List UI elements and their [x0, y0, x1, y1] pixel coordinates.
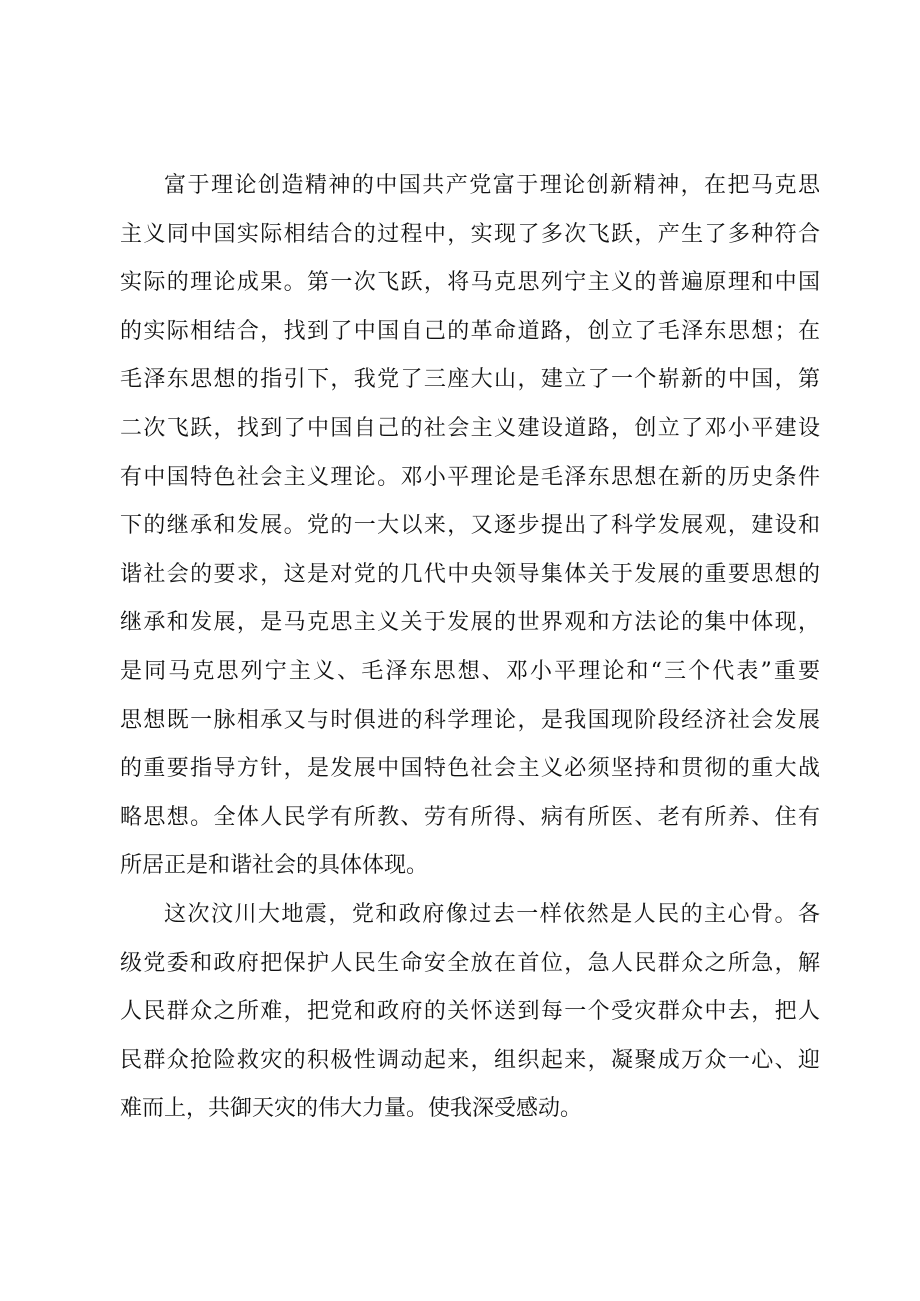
text-line: 富于理论创造精神的中国共产党富于理论创新精神，在把马克思 [164, 173, 820, 198]
text-line: 民群众抢险救灾的积极性调动起来，组织起来，凝聚成万众一心、迎 [120, 1047, 820, 1073]
text-line: 思想既一脉相承又与时俱进的科学理论，是我国现阶段经济社会发展 [120, 707, 820, 733]
text-line: 所居正是和谐社会的具体体现。 [120, 853, 429, 879]
text-line: 谐社会的要求，这是对党的几代中央领导集体关于发展的重要思想的 [120, 561, 820, 587]
text-line: 略思想。全体人民学有所教、劳有所得、病有所医、老有所养、住有 [120, 804, 820, 830]
text-line: 级党委和政府把保护人民生命安全放在首位，急人民群众之所急，解 [120, 950, 820, 976]
text-line: 是同马克思列宁主义、毛泽东思想、邓小平理论和“三个代表”重要 [120, 658, 820, 684]
text-line: 实际的理论成果。第一次飞跃，将马克思列宁主义的普遍原理和中国 [120, 270, 820, 296]
text-line: 主义同中国实际相结合的过程中，实现了多次飞跃，产生了多种符合 [120, 221, 820, 247]
text-line: 难而上，共御天灾的伟大力量。使我深受感动。 [120, 1096, 583, 1122]
paragraph-1 [120, 162, 820, 891]
text-line: 人民群众之所难，把党和政府的关怀送到每一个受灾群众中去，把人 [120, 999, 820, 1025]
paragraph-2 [120, 891, 820, 1134]
text-line: 下的继承和发展。党的一大以来，又逐步提出了科学发展观，建设和 [120, 513, 820, 539]
text-line: 的实际相结合，找到了中国自己的革命道路，创立了毛泽东思想；在 [120, 318, 820, 344]
body-text [120, 162, 820, 1134]
text-line: 继承和发展，是马克思主义关于发展的世界观和方法论的集中体现， [120, 610, 820, 636]
text-line: 这次汶川大地震，党和政府像过去一样依然是人民的主心骨。各 [164, 901, 820, 927]
text-line: 有中国特色社会主义理论。邓小平理论是毛泽东思想在新的历史条件 [120, 464, 820, 490]
text-line: 的重要指导方针，是发展中国特色社会主义必须坚持和贯彻的重大战 [120, 756, 820, 782]
text-line: 二次飞跃，找到了中国自己的社会主义建设道路，创立了邓小平建设 [120, 415, 820, 441]
text-line: 毛泽东思想的指引下，我党了三座大山，建立了一个崭新的中国，第 [120, 367, 820, 393]
